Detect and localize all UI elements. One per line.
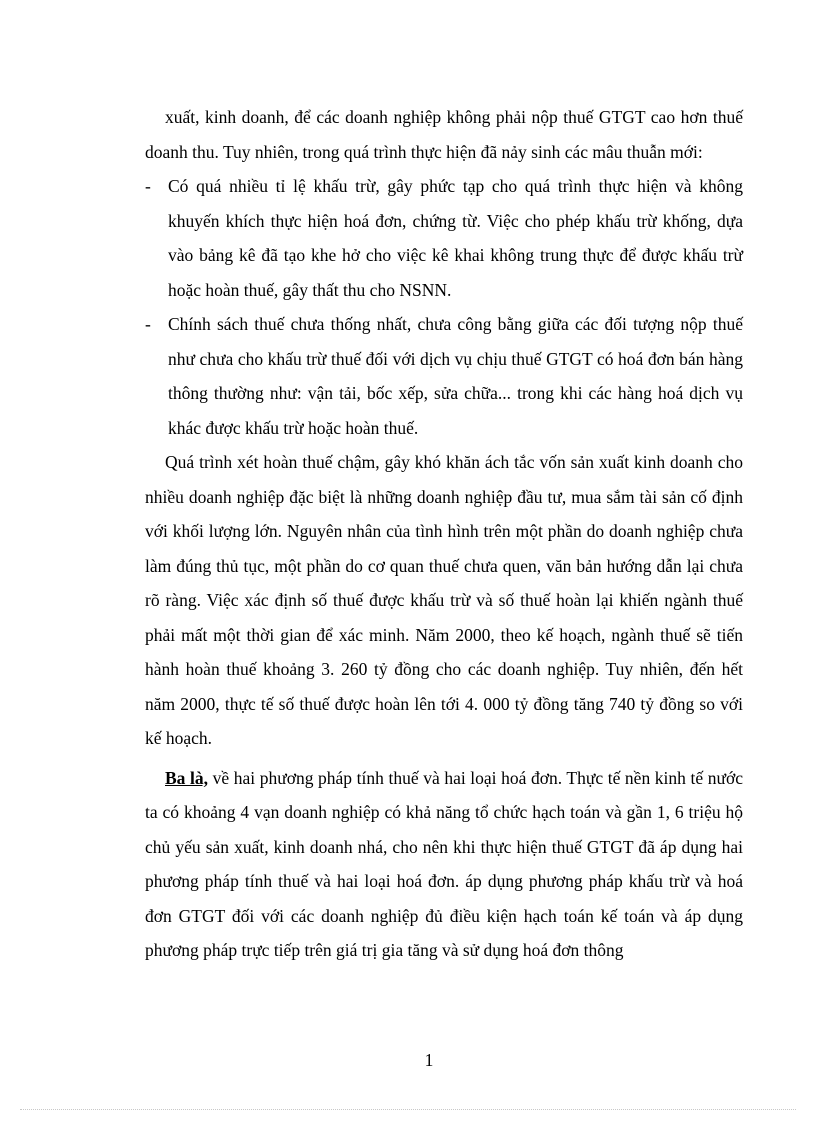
bullet-text: Chính sách thuế chưa thống nhất, chưa công bằng giữa các đối tượng nộp thuế như chưa cho khấu trừ thuế đối với dịch vụ chịu thuế GTGT có hoá đơn bán hàng thông thường như: vận tải, bốc xếp, sửa chữa... trong khi các hàng hoá dịch vụ khác được khấu trừ hoặc hoàn thuế. [168,314,743,438]
third-point-paragraph [145,761,743,968]
refund-paragraph: Quá trình xét hoàn thuế chậm, gây khó khăn ách tắc vốn sản xuất kinh doanh cho nhiều doanh nghiệp đặc biệt là những doanh nghiệp đầu tư, mua sắm tài sản cố định với khối lượng lớn. Nguyên nhân của tình hình trên một phần do doanh nghiệp chưa làm đúng thủ tục, một phần do cơ quan thuế chưa quen, văn bản hướng dẫn lại chưa rõ ràng. Việc xác định số thuế được khấu trừ và số thuế hoàn lại khiến ngành thuế phải mất một thời gian để xác minh. Năm 2000, theo kế hoạch, ngành thuế sẽ tiến hành hoàn thuế khoảng 3. 260 tỷ đồng cho các doanh nghiệp. Tuy nhiên, đến hết năm 2000, thực tế số thuế được hoàn lên tới 4. 000 tỷ đồng tăng 740 tỷ đồng so với kế hoạch. [145,452,743,748]
page-number: 1 [424,1050,434,1070]
bullet-dash: - [145,176,151,196]
third-point-lead: Ba là, [165,767,209,788]
page-bottom-border [20,1109,796,1110]
opening-paragraph: xuất, kinh doanh, để các doanh nghiệp không phải nộp thuế GTGT cao hơn thuế doanh thu. Tuy nhiên, trong quá trình thực hiện đã nảy sinh các mâu thuẫn mới: [145,107,743,162]
bullet-item [145,169,743,307]
document-body [145,100,743,968]
bullet-text: Có quá nhiều tỉ lệ khấu trừ, gây phức tạp cho quá trình thực hiện và không khuyến khích thực hiện hoá đơn, chứng từ. Việc cho phép khấu trừ khống, dựa vào bảng kê đã tạo khe hở cho việc kê khai không trung thực để được khấu trừ hoặc hoàn thuế, gây thất thu cho NSNN. [168,176,743,300]
bullet-list [145,169,743,445]
bullet-item [145,307,743,445]
third-point-text: về hai phương pháp tính thuế và hai loại hoá đơn. Thực tế nền kinh tế nước ta có khoảng 4 vạn doanh nghiệp có khả năng tổ chức hạch toán và gần 1, 6 triệu hộ chủ yếu sản xuất, kinh doanh nhá, cho nên khi thực hiện thuế GTGT đã áp dụng hai phương pháp tính thuế và hai loại hoá đơn. áp dụng phương pháp khấu trừ và hoá đơn GTGT đối với các doanh nghiệp đủ điều kiện hạch toán kế toán và áp dụng phương pháp trực tiếp trên giá trị gia tăng và sử dụng hoá đơn thông [145,767,743,960]
bullet-dash: - [145,314,151,334]
